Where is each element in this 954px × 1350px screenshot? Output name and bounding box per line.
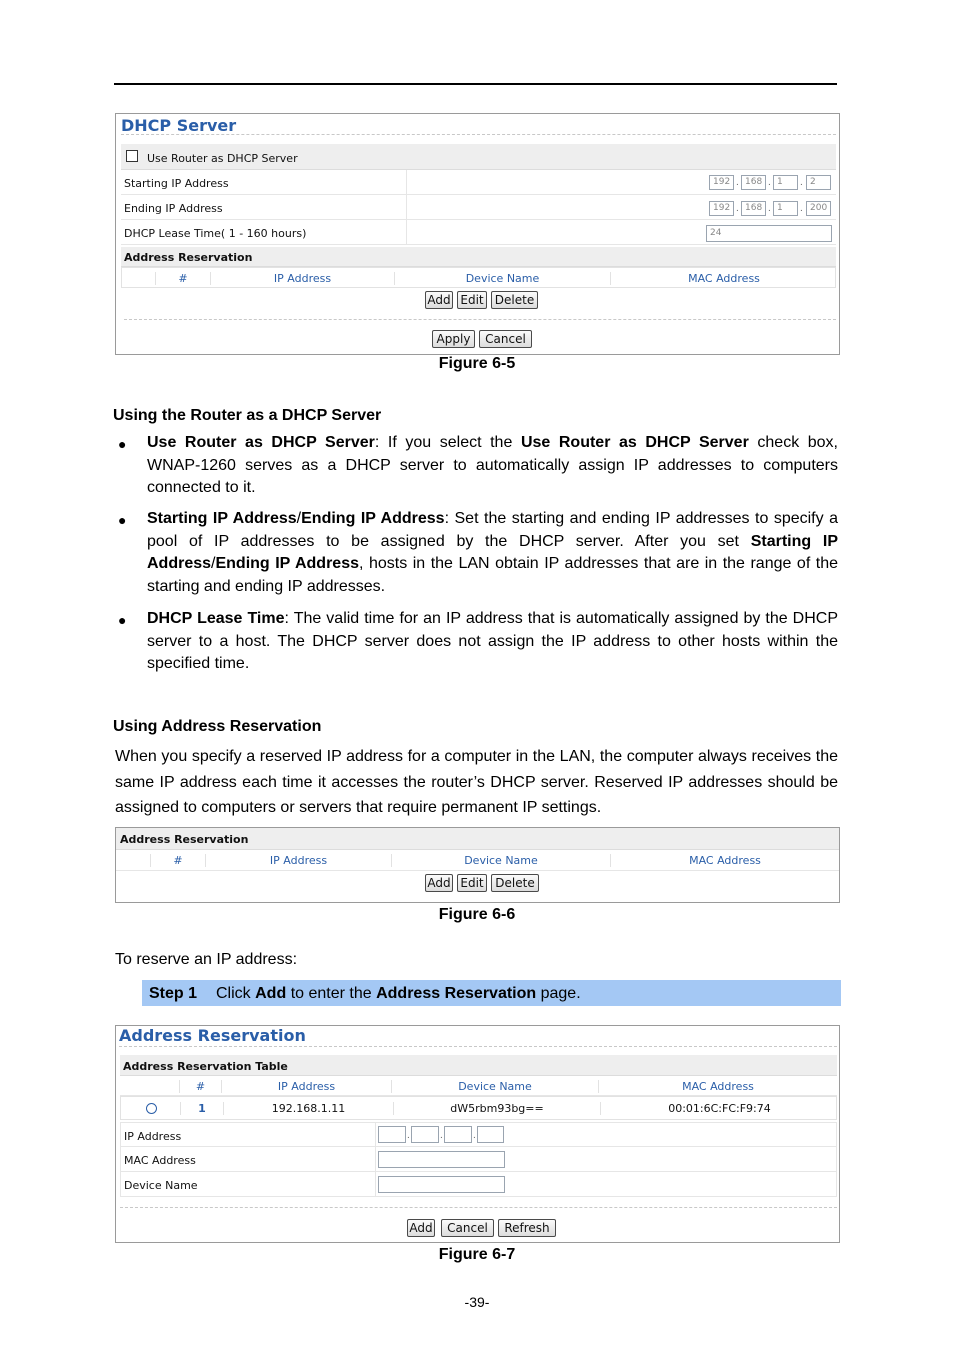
address-reservation-edit-panel <box>115 1025 840 1243</box>
add-button[interactable]: Add <box>425 874 453 892</box>
ending-ip-octet-3[interactable]: 1 <box>773 201 798 216</box>
starting-ip-label: Starting IP Address <box>124 177 229 190</box>
cell-divider <box>375 1172 376 1197</box>
instruction-text: To reserve an IP address: <box>115 951 298 968</box>
bullet-icon: ● <box>118 612 127 628</box>
dot: . <box>768 177 771 188</box>
row-mac-address: 00:01:6C:FC:F9:74 <box>600 1102 838 1115</box>
divider <box>120 1207 837 1208</box>
panel-title: Address Reservation <box>119 1026 306 1045</box>
bullet-icon: ● <box>118 436 127 452</box>
dot: . <box>407 1130 410 1141</box>
col-mac-address: MAC Address <box>689 854 761 867</box>
mac-address-input[interactable] <box>378 1151 505 1168</box>
col-ip-address: IP Address <box>206 854 392 867</box>
lease-time-label: DHCP Lease Time( 1 - 160 hours) <box>124 227 307 240</box>
divider <box>119 1046 837 1047</box>
col-ip-address: IP Address <box>211 272 395 285</box>
cell-divider <box>406 195 407 220</box>
dhcp-server-panel <box>115 113 840 355</box>
divider <box>121 134 836 135</box>
starting-ip-octet-3[interactable]: 1 <box>773 175 798 190</box>
ending-ip-label: Ending IP Address <box>124 202 223 215</box>
figure-caption: Figure 6-5 <box>438 355 516 372</box>
step-label: Step 1 <box>149 985 198 1002</box>
starting-ip-octet-2[interactable]: 168 <box>741 175 766 190</box>
col-index: # <box>179 1080 222 1093</box>
cell-divider <box>375 1147 376 1172</box>
apply-button[interactable]: Apply <box>432 330 475 348</box>
use-router-checkbox[interactable] <box>126 150 138 162</box>
dot: . <box>473 1130 476 1141</box>
divider <box>124 319 836 320</box>
ip-address-label: IP Address <box>124 1130 182 1143</box>
reservation-table-bar <box>120 1055 837 1076</box>
edit-button[interactable]: Edit <box>457 291 487 309</box>
row-select-radio[interactable] <box>146 1103 157 1114</box>
add-button[interactable]: Add <box>425 291 453 309</box>
row-index: 1 <box>180 1102 223 1115</box>
refresh-button[interactable]: Refresh <box>498 1219 556 1237</box>
dot: . <box>768 203 771 214</box>
cell-divider <box>406 220 407 245</box>
reservation-header-row <box>120 1076 837 1096</box>
dot: . <box>440 1130 443 1141</box>
section-heading: Using Address Reservation <box>113 718 322 735</box>
delete-button[interactable]: Delete <box>491 874 539 892</box>
figure-caption: Figure 6-7 <box>438 1246 516 1263</box>
dot: . <box>736 177 739 188</box>
address-reservation-bar <box>121 247 836 267</box>
reservation-table-label: Address Reservation Table <box>123 1060 288 1073</box>
device-name-input[interactable] <box>378 1176 505 1193</box>
bullet-paragraph: Starting IP Address/Ending IP Address: Set the starting and ending IP addresses to specify a pool of IP addresses to be assigned by the DHCP server. After you set Starting IP Address/Ending IP Address, hosts in the LAN obtain IP addresses that are in the range of the starting and ending IP addresses. <box>147 510 839 595</box>
col-index: # <box>155 272 211 285</box>
edit-button[interactable]: Edit <box>457 874 487 892</box>
col-ip-address: IP Address <box>222 1080 392 1093</box>
cancel-button[interactable]: Cancel <box>479 330 532 348</box>
header-rule <box>114 83 837 85</box>
step-bar <box>142 980 841 1006</box>
device-name-label: Device Name <box>124 1179 198 1192</box>
section-heading: Using the Router as a DHCP Server <box>113 407 382 424</box>
address-reservation-panel <box>115 827 840 903</box>
ip-octet-1-input[interactable] <box>378 1126 406 1143</box>
starting-ip-octet-1[interactable]: 192 <box>709 175 734 190</box>
delete-button[interactable]: Delete <box>491 291 538 309</box>
col-mac-address: MAC Address <box>688 272 760 285</box>
cancel-button[interactable]: Cancel <box>441 1219 494 1237</box>
ending-ip-octet-4[interactable]: 200 <box>806 201 831 216</box>
dot: . <box>800 203 803 214</box>
address-reservation-label: Address Reservation <box>124 251 253 264</box>
bullet-paragraph: DHCP Lease Time: The valid time for an IP address that is automatically assigned by the DHCP server to a host. The DHCP server does not assign the IP address to other hosts within the specified time. <box>147 610 839 672</box>
starting-ip-octet-4[interactable]: 2 <box>806 175 831 190</box>
row-ip-address: 192.168.1.11 <box>223 1102 393 1115</box>
address-reservation-label: Address Reservation <box>120 833 249 846</box>
bullet-icon: ● <box>118 512 127 528</box>
dot: . <box>800 177 803 188</box>
col-device-name: Device Name <box>395 272 611 285</box>
reservation-header-row <box>121 267 836 288</box>
page-number: -39- <box>464 1294 490 1310</box>
col-device-name: Device Name <box>392 854 611 867</box>
col-device-name: Device Name <box>392 1080 599 1093</box>
use-router-label: Use Router as DHCP Server <box>147 152 298 165</box>
cell-divider <box>406 170 407 195</box>
ip-octet-2-input[interactable] <box>411 1126 439 1143</box>
reservation-header-row <box>116 850 839 871</box>
use-router-bar <box>121 144 836 170</box>
row-device-name: dW5rbm93bg== <box>393 1102 600 1115</box>
table-row[interactable] <box>120 1096 837 1120</box>
lease-time-input[interactable]: 24 <box>706 225 832 242</box>
ending-ip-octet-1[interactable]: 192 <box>709 201 734 216</box>
ip-octet-4-input[interactable] <box>477 1126 504 1143</box>
paragraph: When you specify a reserved IP address for a computer in the LAN, the computer always receives the same IP address each time it accesses the router’s DHCP server. Reserved IP addresses should be assigned to computers or servers that require permanent IP settings. <box>115 748 838 816</box>
add-button[interactable]: Add <box>407 1219 435 1237</box>
col-mac-address: MAC Address <box>682 1080 754 1093</box>
ending-ip-octet-2[interactable]: 168 <box>741 201 766 216</box>
dot: . <box>736 203 739 214</box>
step-text: Click Add to enter the Address Reservation page. <box>216 985 581 1002</box>
ip-octet-3-input[interactable] <box>444 1126 472 1143</box>
panel-title: DHCP Server <box>121 116 237 135</box>
col-index: # <box>150 854 206 867</box>
address-reservation-bar <box>116 828 839 850</box>
bullet-paragraph: Use Router as DHCP Server: If you select the Use Router as DHCP Server check box, WNAP-1260 serves as a DHCP server to automatically assign IP addresses to computers connected to it. <box>147 434 839 496</box>
cell-divider <box>375 1123 376 1148</box>
figure-caption: Figure 6-6 <box>438 906 516 923</box>
mac-address-label: MAC Address <box>124 1154 196 1167</box>
